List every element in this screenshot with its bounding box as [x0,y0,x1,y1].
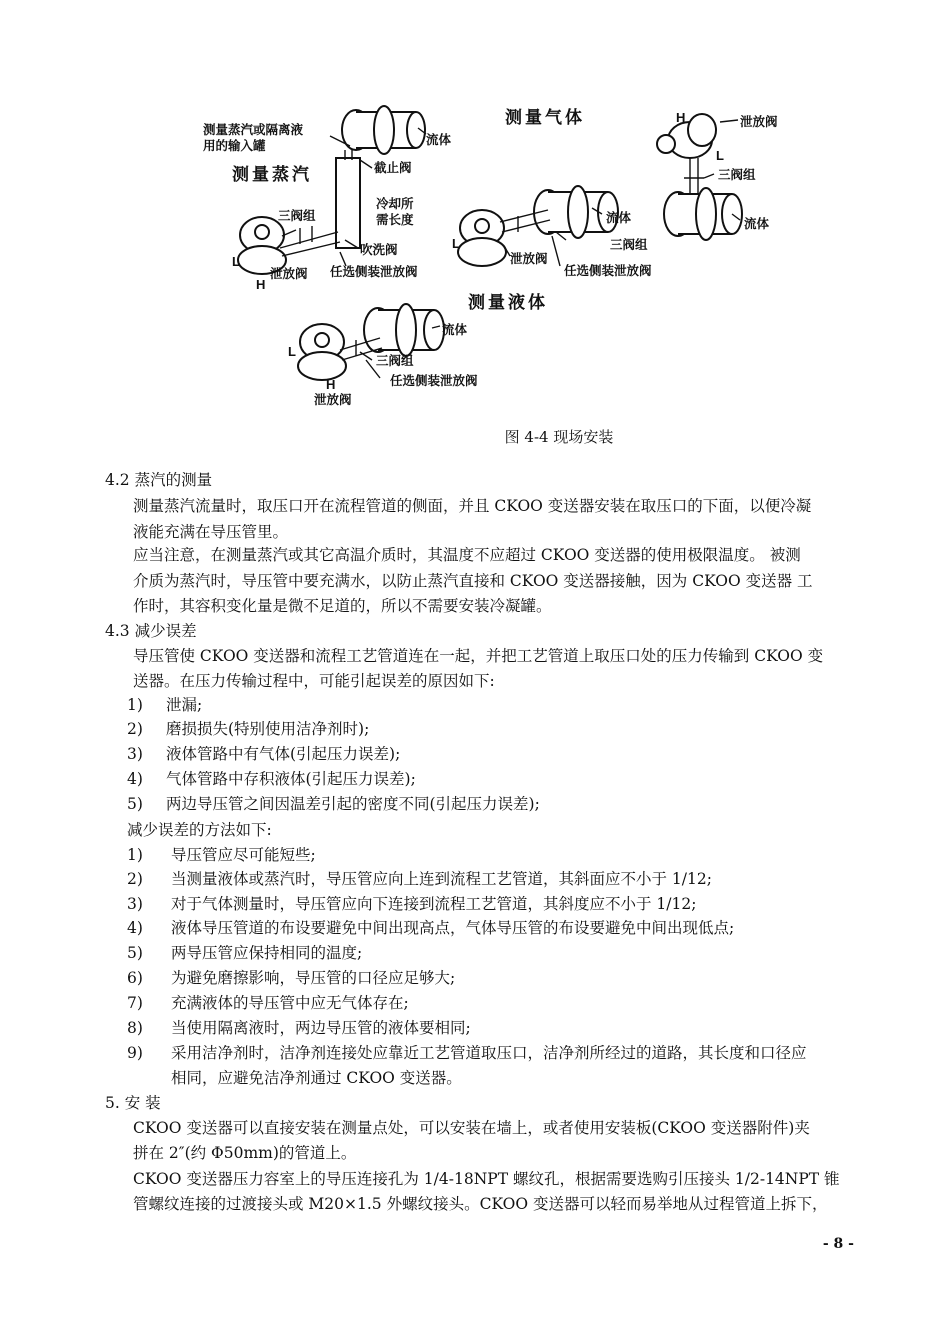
method-8-text: 当使用隔离液时，两边导压管的液体要相同; [171,1019,471,1037]
method-2-text: 当测量液体或蒸汽时，导压管应向上连到流程工艺管道，其斜面应不小于 1/12; [171,870,712,888]
cause-3-number: 3) [127,745,143,763]
steam-H-label: H [256,277,266,292]
cause-1-number: 1) [127,696,143,714]
method-9-text-cont: 相同，应避免洁净剂通过 CKOO 变送器。 [171,1069,462,1087]
installation-figure [0,0,950,420]
cause-5-text: 两边导压管之间因温差引起的密度不同(引起压力误差); [166,795,540,813]
gas-fluid-label: 流体 [606,210,632,225]
sec43-intro-line1: 导压管使 CKOO 变送器和流程工艺管道连在一起，并把工艺管道上取压口处的压力传输到 CKOO 变 [133,647,824,665]
liquid-L-label: L [288,344,296,359]
steam-title: 测量蒸汽 [232,165,312,185]
method-9-number: 9) [127,1044,143,1062]
gas-three-valve-label: 三阀组 [610,237,648,252]
sec42-p2-line2: 介质为蒸汽时，导压管中要充满水，以防止蒸汽直接和 CKOO 变送器接触，因为 CKOO 变送器 工 [133,572,813,590]
liquid-transmitter [298,324,346,380]
installation-drawing [0,0,950,420]
cause-2-number: 2) [127,720,143,738]
liquid-title: 测量液体 [468,293,548,313]
method-9-text: 采用洁净剂时，洁净剂连接处应靠近工艺管道取压口，洁净剂所经过的道路，其长度和口径应 [171,1044,807,1062]
sec42-p1-line1: 测量蒸汽流量时，取压口开在流程管道的侧面，并且 CKOO 变送器安装在取压口的下面，以便冷凝 [133,497,812,515]
steam-condensate-leg [336,158,360,248]
cause-5-number: 5) [127,795,143,813]
method-2-number: 2) [127,870,143,888]
steam-optional-drain-label: 任选侧装泄放阀 [330,264,418,279]
steam-three-valve-label: 三阀组 [278,208,316,223]
gas-optional-drain-label: 任选侧装泄放阀 [564,263,652,278]
method-1-number: 1) [127,846,143,864]
cause-2-text: 磨损损失(特别使用洁净剂时); [166,720,370,738]
liquid-fluid-label: 流体 [442,322,468,337]
gas-right-process-pipe [664,188,742,240]
gas-right-transmitter [657,114,716,158]
liquid-optional-drain-label: 任选侧装泄放阀 [390,373,478,388]
sec5-p1-line2: 拼在 2″(约 Φ50mm)的管道上。 [133,1144,357,1162]
sec5-p1-line1: CKOO 变送器可以直接安装在测量点处，可以安装在墙上，或者使用安装板(CKOO 变送器附件)夹 [133,1119,810,1137]
steam-process-pipe [342,106,425,154]
sec5-heading: 5. 安 装 [105,1094,161,1112]
method-5-number: 5) [127,944,143,962]
gas-title: 测量气体 [505,108,585,128]
sec5-p2-line1: CKOO 变送器压力容室上的导压连接孔为 1/4-18NPT 螺纹孔，根据需要选购引压接头 1/2-14NPT 锥 [133,1170,840,1188]
sec42-p2-line1: 应当注意，在测量蒸汽或其它高温介质时，其温度不应超过 CKOO 变送器的使用极限温度。 被测 [133,546,801,564]
steam-blow-valve-label: 吹洗阀 [360,242,398,257]
steam-L-label: L [232,254,240,269]
method-3-text: 对于气体测量时，导压管应向下连接到流程工艺管道，其斜度应不小于 1/12; [171,895,697,913]
sec42-heading: 4.2 蒸汽的测量 [105,471,213,489]
cause-3-text: 液体管路中有气体(引起压力误差); [166,745,401,763]
page-number: - 8 - [822,1236,854,1252]
method-3-number: 3) [127,895,143,913]
figure-caption: 图 4-4 现场安装 [504,428,614,446]
sec43-heading: 4.3 减少误差 [105,622,197,640]
sec42-p2-line3: 作时，其容积变化量是微不足道的，所以不需要安装冷凝罐。 [133,597,552,615]
method-7-number: 7) [127,994,143,1012]
steam-drain-label: 泄放阀 [270,266,308,281]
steam-cooling-label-2: 需长度 [376,212,414,227]
liquid-drain-label: 泄放阀 [314,392,352,407]
steam-cooling-label-1: 冷却所 [376,196,414,211]
steam-input-tank-label-1: 测量蒸汽或隔离液 [203,122,304,137]
sec42-p1-line2: 液能充满在导压管里。 [133,523,289,541]
sec5-p2-line2: 管螺纹连接的过渡接头或 M20×1.5 外螺纹接头。CKOO 变送器可以轻而易举地从过程管道上拆下， [133,1195,828,1213]
method-1-text: 导压管应尽可能短些; [171,846,316,864]
method-6-number: 6) [127,969,143,987]
steam-input-tank-label-2: 用的输入罐 [203,138,266,153]
gas-drain-label: 泄放阀 [510,251,548,266]
cause-4-text: 气体管路中存积液体(引起压力误差); [166,770,416,788]
methods-intro: 减少误差的方法如下: [127,821,272,839]
method-4-number: 4) [127,919,143,937]
method-6-text: 为避免磨擦影响，导压管的口径应足够大; [171,969,456,987]
method-7-text: 充满液体的导压管中应无气体存在; [171,994,409,1012]
steam-stop-valve-label: 截止阀 [374,160,412,175]
method-5-text: 两导压管应保持相同的温度; [171,944,363,962]
cause-1-text: 泄漏; [166,696,203,714]
cause-4-number: 4) [127,770,143,788]
gas-L-label: L [452,236,460,251]
liquid-three-valve-label: 三阀组 [376,353,414,368]
steam-fluid-label: 流体 [426,132,452,147]
gas-right-L-label: L [716,148,724,163]
method-4-text: 液体导压管道的布设要避免中间出现高点，气体导压管的布设要避免中间出现低点; [171,919,735,937]
gas-right-drain-label: 泄放阀 [740,114,778,129]
sec43-intro-line2: 送器。在压力传输过程中，可能引起误差的原因如下: [133,672,495,690]
gas-right-three-valve-label: 三阀组 [718,167,756,182]
liquid-H-label: H [326,377,336,392]
method-8-number: 8) [127,1019,143,1037]
gas-right-fluid-label: 流体 [744,216,770,231]
gas-right-H-label: H [676,110,686,125]
gas-transmitter [458,210,506,266]
liquid-process-pipe [364,304,444,356]
